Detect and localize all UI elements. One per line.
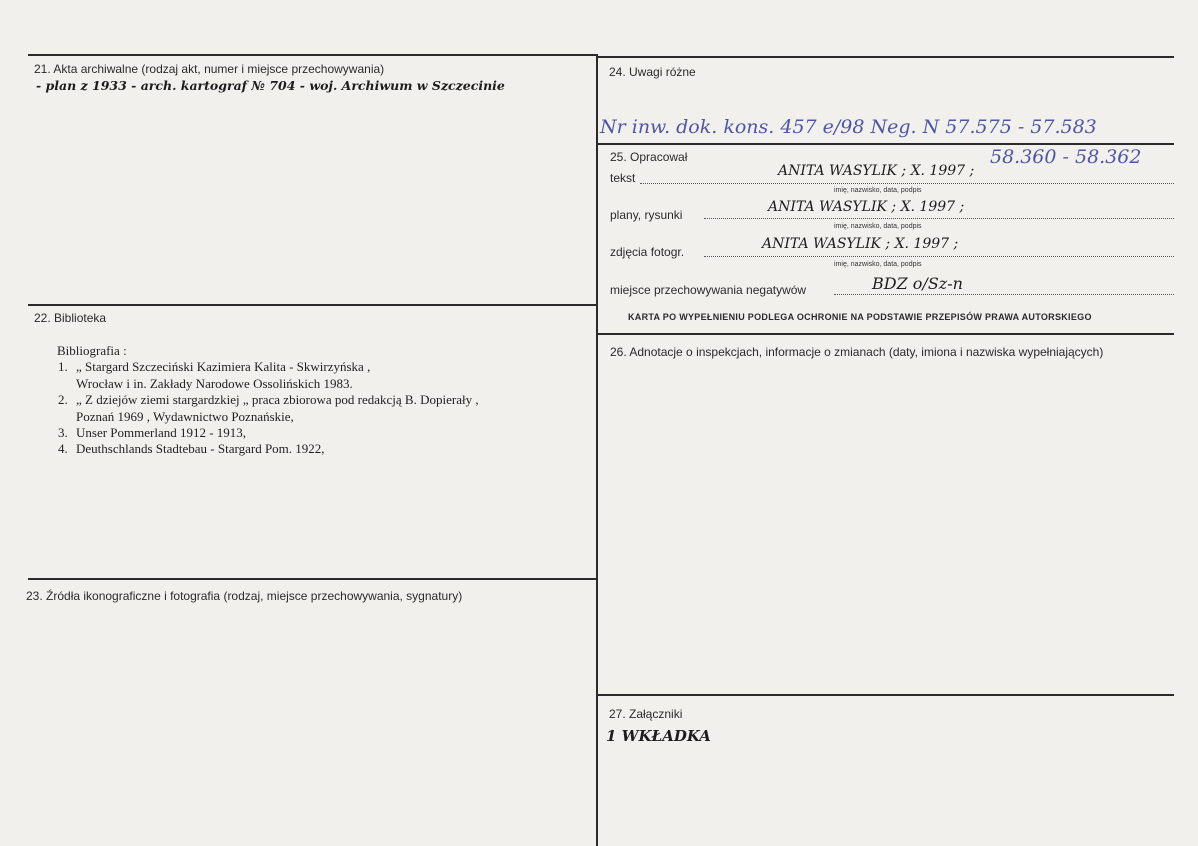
plany-label: plany, rysunki	[610, 208, 683, 222]
bibliography-item-number: 2.	[58, 392, 68, 407]
tekst-caption: imię, nazwisko, data, podpis	[834, 187, 922, 194]
divider-24-25	[598, 143, 1174, 145]
section-27-handwritten-value: 1 WKŁADKA	[606, 727, 711, 745]
divider-25-26	[598, 333, 1174, 335]
top-border-left	[28, 54, 598, 56]
zdjecia-label: zdjęcia fotogr.	[610, 245, 685, 259]
section-21-handwritten-entry: - plan z 1933 - arch. kartograf № 704 - woj. Archiwum w Szczecinie	[36, 78, 505, 93]
copyright-notice: KARTA PO WYPEŁNIENIU PODLEGA OCHRONIE NA PODSTAWIE PRZEPISÓW PRAWA AUTORSKIEGO	[628, 312, 1092, 322]
negatywy-label: miejsce przechowywania negatywów	[610, 283, 807, 297]
tekst-handwritten-value: ANITA WASYLIK ; X. 1997 ;	[778, 163, 975, 179]
section-23-label: 23. Źródła ikonograficzne i fotografia (rodzaj, miejsce przechowywania, sygnatury)	[26, 589, 463, 603]
section-27-label: 27. Załączniki	[609, 707, 683, 721]
plany-caption: imię, nazwisko, data, podpis	[834, 223, 922, 230]
bibliography-item-line: „ Stargard Szczeciński Kazimiera Kalita - Skwirzyńska ,	[76, 359, 371, 374]
divider-22-23	[28, 578, 596, 580]
section-21-label: 21. Akta archiwalne (rodzaj akt, numer i miejsce przechowywania)	[34, 62, 385, 76]
section-24-label: 24. Uwagi różne	[609, 65, 696, 79]
plany-dotted-line	[704, 218, 1174, 219]
bibliography-item-line: Unser Pommerland 1912 - 1913,	[76, 425, 247, 440]
bibliography-item-line: Deuthschlands Stadtebau - Stargard Pom. 1922,	[76, 441, 325, 456]
bibliography-item-number: 3.	[58, 425, 68, 440]
center-divider	[596, 54, 598, 846]
bibliography-item-line: Wrocław i in. Zakłady Narodowe Ossolińskich 1983.	[76, 376, 353, 391]
section-24-handwritten-note-continued: 58.360 - 58.362	[990, 146, 1142, 168]
bibliography-item-line: Poznań 1969 , Wydawnictwo Poznańskie,	[76, 409, 294, 424]
bibliography-heading: Bibliografia :	[57, 343, 127, 358]
zdjecia-dotted-line	[704, 256, 1174, 257]
zdjecia-handwritten-value: ANITA WASYLIK ; X. 1997 ;	[762, 236, 959, 252]
tekst-label: tekst	[610, 171, 636, 185]
section-26-label: 26. Adnotacje o inspekcjach, informacje o zmianach (daty, imiona i nazwiska wypełniających)	[610, 345, 1104, 359]
section-24-handwritten-note: Nr inw. dok. kons. 457 e/98 Neg. N 57.575 - 57.583	[600, 116, 1097, 138]
bibliography-item-number: 1.	[58, 359, 68, 374]
bibliography-item-line: „ Z dziejów ziemi stargardzkiej „ praca zbiorowa pod redakcją B. Dopierały ,	[76, 392, 479, 407]
bibliography-item-number: 4.	[58, 441, 68, 456]
plany-handwritten-value: ANITA WASYLIK ; X. 1997 ;	[768, 199, 965, 215]
negatywy-handwritten-value: BDZ o/Sz-n	[872, 274, 963, 293]
zdjecia-caption: imię, nazwisko, data, podpis	[834, 261, 922, 268]
section-22-label: 22. Biblioteka	[34, 311, 107, 325]
divider-26-27	[598, 694, 1174, 696]
top-border-right	[598, 56, 1174, 58]
section-25-label: 25. Opracował	[610, 150, 688, 164]
divider-21-22	[28, 304, 596, 306]
negatywy-dotted-line	[834, 294, 1174, 295]
tekst-dotted-line	[640, 183, 1174, 184]
